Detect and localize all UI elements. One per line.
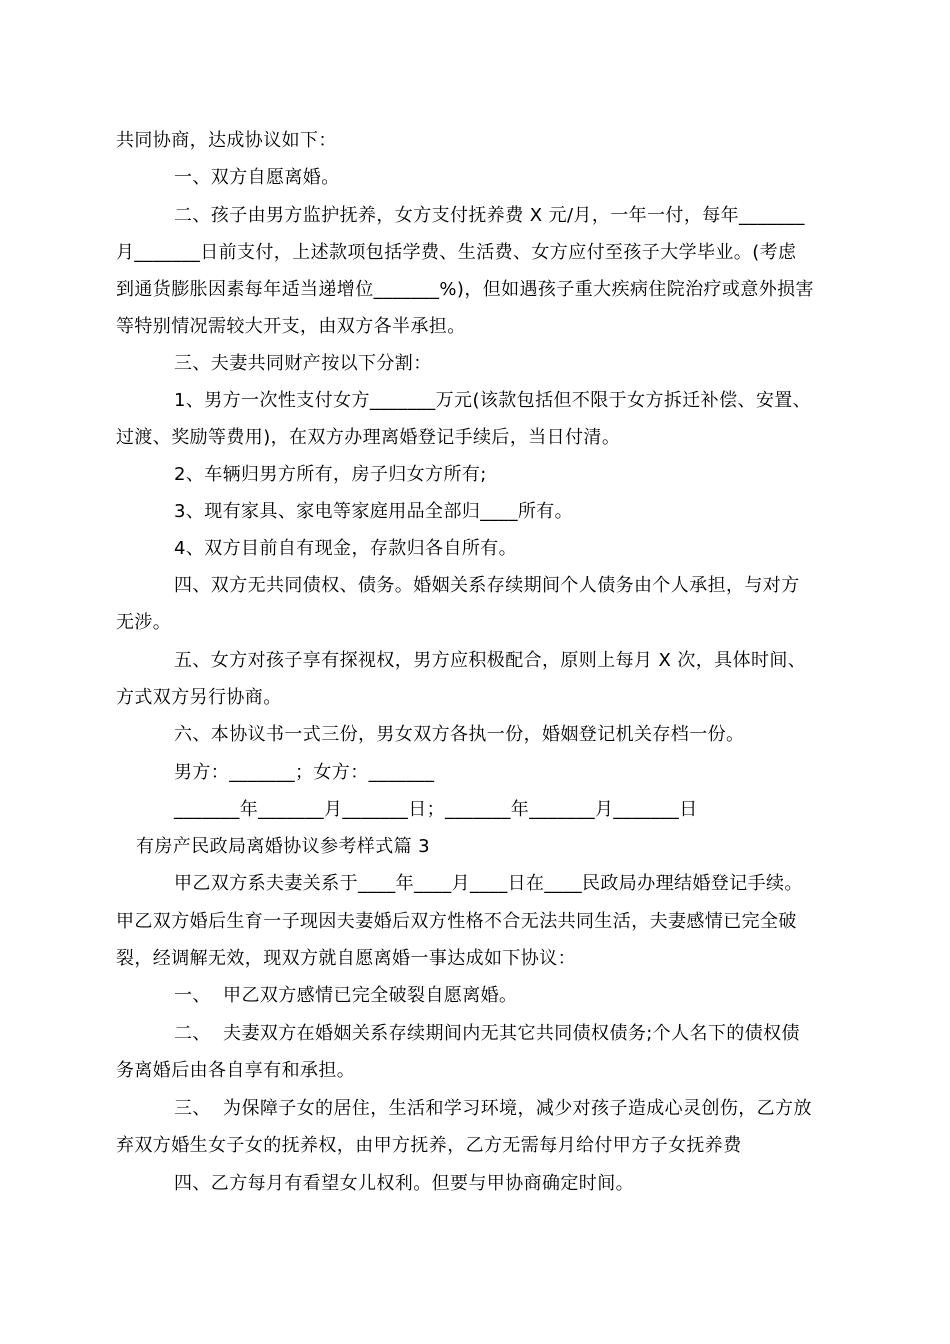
- section-heading: 有房产民政局离婚协议参考样式篇 3: [136, 836, 430, 857]
- signature-line: 男方：_______；女方：_______: [174, 762, 435, 783]
- text-line: 三、 为保障子女的居住，生活和学习环境，减少对孩子造成心灵创伤，乙方放: [174, 1098, 812, 1119]
- date-line: _______年_______月_______日；_______年_______月_______日: [174, 799, 698, 820]
- text-line: 务离婚后由各自享有和承担。: [116, 1060, 356, 1081]
- text-line: 过渡、奖励等费用)，在双方办理离婚登记手续后，当日付清。: [116, 427, 621, 448]
- text-line: 2、车辆归男方所有，房子归女方所有;: [174, 464, 487, 485]
- text-line: 方式双方另行协商。: [116, 687, 282, 708]
- text-line: 1、男方一次性支付女方_______万元(该款包括但不限于女方拆迁补偿、安置、: [174, 390, 812, 411]
- text-line: 二、 夫妻双方在婚姻关系存续期间内无其它共同债权债务;个人名下的债权债: [174, 1023, 800, 1044]
- text-line: 3、现有家具、家电等家庭用品全部归____所有。: [174, 501, 574, 522]
- text-line: 一、双方自愿离婚。: [174, 167, 340, 188]
- text-line: 五、女方对孩子享有探视权，男方应积极配合，原则上每月 X 次，具体时间、: [174, 650, 807, 671]
- text-line: 无涉。: [116, 612, 172, 633]
- text-line: 弃双方婚生女子女的抚养权，由甲方抚养，乙方无需每月给付甲方子女抚养费: [116, 1135, 742, 1156]
- text-line: 甲乙双方系夫妻关系于____年____月____日在____民政局办理结婚登记手续。: [174, 873, 803, 894]
- text-line: 二、孩子由男方监护抚养，女方支付抚养费 X 元/月，一年一付，每年_______: [174, 205, 805, 226]
- text-line: 裂，经调解无效，现双方就自愿离婚一事达成如下协议：: [116, 948, 576, 969]
- text-line: 四、乙方每月有看望女儿权利。但要与甲协商确定时间。: [174, 1173, 634, 1194]
- text-line: 四、双方无共同债权、债务。婚姻关系存续期间个人债务由个人承担，与对方: [174, 575, 800, 596]
- text-line: 六、本协议书一式三份，男女双方各执一份，婚姻登记机关存档一份。: [174, 724, 745, 745]
- text-line: 到通货膨胀因素每年适当递增位_______%)，但如遇孩子重大疾病住院治疗或意外损害: [116, 279, 814, 300]
- text-line: 4、双方目前自有现金，存款归各自所有。: [174, 538, 518, 559]
- text-line: 一、 甲乙双方感情已完全破裂自愿离婚。: [174, 985, 518, 1006]
- text-line: 月_______日前支付，上述款项包括学费、生活费、女方应付至孩子大学毕业。(考虑: [116, 242, 797, 263]
- text-line: 三、夫妻共同财产按以下分割：: [174, 353, 432, 374]
- text-line: 等特别情况需较大开支，由双方各半承担。: [116, 316, 466, 337]
- text-line: 共同协商，达成协议如下：: [116, 130, 337, 151]
- text-line: 甲乙双方婚后生育一子现因夫妻婚后双方性格不合无法共同生活，夫妻感情已完全破: [116, 911, 797, 932]
